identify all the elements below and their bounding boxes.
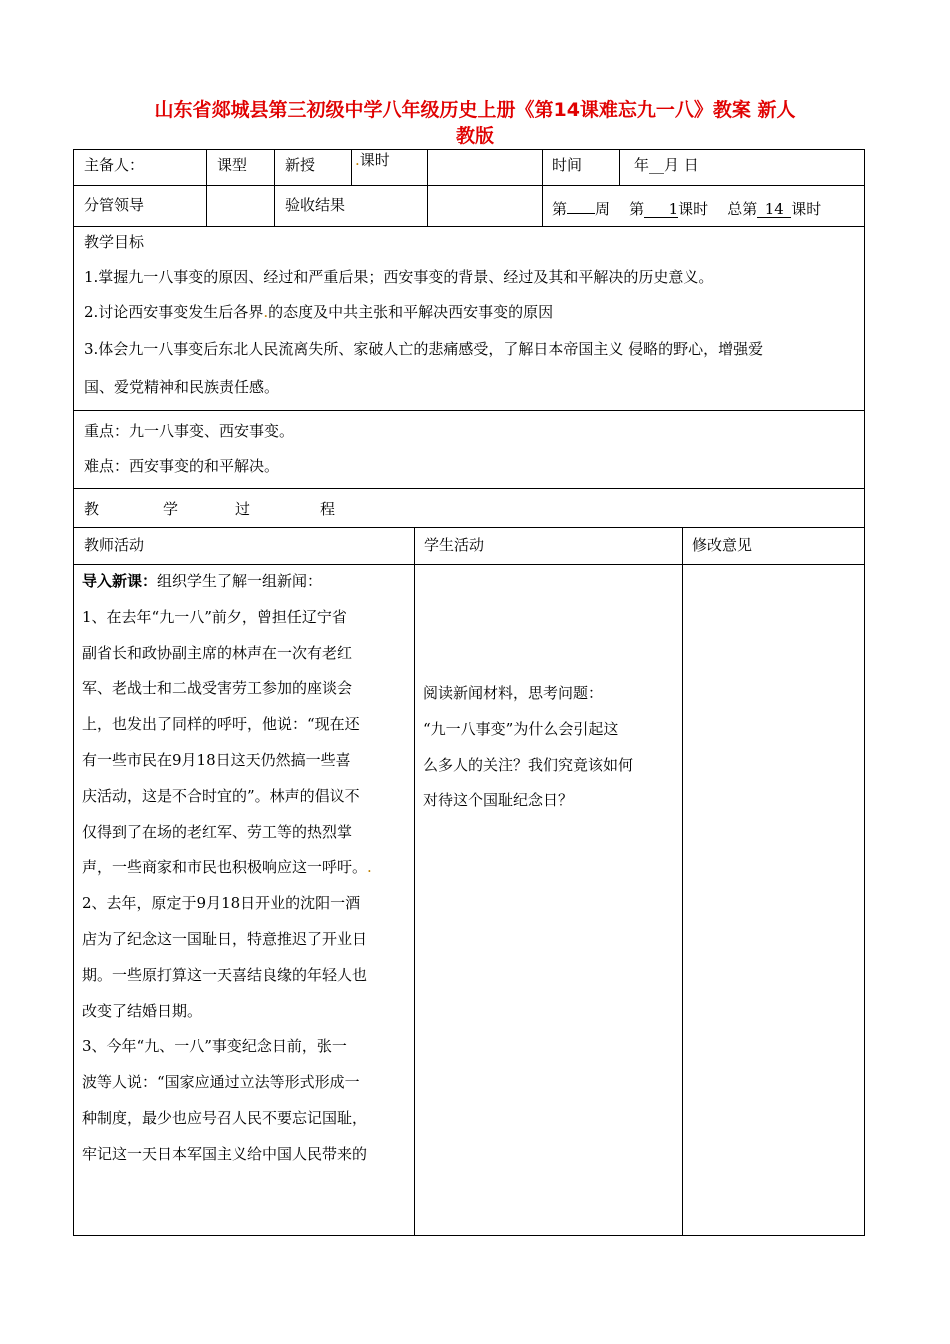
col-divider [542, 150, 543, 226]
week-info [552, 195, 821, 219]
total-prefix: 总第 [727, 200, 758, 218]
row-divider [74, 185, 864, 186]
col-divider [427, 150, 428, 226]
week-blank [567, 195, 595, 214]
teaching-process-row [74, 490, 866, 527]
focus-section [84, 414, 856, 484]
col-divider [682, 527, 683, 1235]
lesson-prefix: 第 [629, 200, 645, 218]
intro-rest: 组织学生了解一组新闻： [157, 572, 323, 590]
teacher-line: 军、老战士和二战受害劳工参加的座谈会 [82, 679, 353, 698]
teacher-line: 波等人说：“国家应通过立法等形式形成一 [82, 1073, 360, 1092]
process-char: 程 [320, 500, 336, 518]
student-line: 么多人的关注？我们究竟该如何 [423, 755, 634, 774]
difficulty: 难点：西安事变的和平解决。 [84, 457, 280, 475]
col-divider [206, 150, 207, 226]
teacher-activity-header: 教师活动 [84, 536, 145, 554]
process-char: 学 [163, 500, 179, 518]
teacher-line: 牢记这一天日本军国主义给中国人民带来的 [82, 1144, 368, 1163]
col-divider [619, 150, 620, 185]
teacher-line: 副省长和政协副主席的林声在一次有老红 [82, 643, 353, 662]
student-line: 阅读新闻材料，思考问题： [423, 684, 604, 702]
col-divider [351, 150, 352, 185]
mark-dot: . [367, 858, 372, 877]
teacher-line: 有一些市民在9月18日这天仍然搞一些喜 [82, 750, 351, 769]
teacher-line: 上，也发出了同样的呼吁，他说：“现在还 [82, 715, 360, 734]
teacher-activity-text [82, 564, 372, 1173]
total-suffix: 课时 [791, 200, 822, 218]
process-char: 过 [235, 500, 251, 518]
row-divider [74, 410, 864, 411]
row-divider [74, 226, 864, 227]
lesson-number: 1 [644, 199, 678, 218]
intro-line [82, 564, 372, 600]
intro-bold: 导入新课： [82, 572, 158, 590]
preparer-label: 主备人： [84, 156, 145, 174]
teacher-line: 2、去年，原定于9月18日开业的沈阳一酒 [82, 894, 361, 913]
supervisor-label: 分管领导 [84, 196, 145, 214]
teacher-line: 3、今年“九、一八”事变纪念日前，张一 [82, 1037, 347, 1056]
title-line-2: 教版 [455, 125, 494, 147]
objective-1: 1.掌握九一八事变的原因、经过和严重后果；西安事变的背景、经过及其和平解决的历史意义。 [84, 268, 714, 286]
process-char: 教 [84, 500, 100, 518]
lesson-type-value: 新授 [285, 156, 316, 174]
objective-3-line-2: 国、爱党精神和民族责任感。 [84, 378, 280, 396]
teacher-line: 改变了结婚日期。 [82, 1001, 203, 1020]
document-title [80, 97, 870, 149]
hours-label [355, 150, 390, 170]
total-number: 14 [757, 199, 791, 218]
teacher-line-with-mark [82, 850, 372, 886]
title-line-1: 山东省郯城县第三初级中学八年级历史上册《第14课难忘九一八》教案 新人 [154, 99, 796, 121]
teacher-line: 1、在去年“九一八”前夕，曾担任辽宁省 [82, 607, 347, 626]
student-line: 对待这个国耻纪念日？ [423, 791, 574, 810]
student-activity-header: 学生活动 [424, 536, 485, 554]
hours-label-text: 课时 [359, 151, 390, 169]
col-divider [414, 527, 415, 1235]
lesson-plan-table [73, 149, 865, 1236]
teacher-line: 期。一些原打算这一天喜结良缘的年轻人也 [82, 965, 368, 984]
objectives-list [84, 260, 856, 406]
teacher-line: 仅得到了在场的老红军、劳工等的热烈掌 [82, 822, 353, 841]
teacher-line: 庆活动，这是不合时宜的”。林声的倡议不 [82, 786, 360, 805]
lesson-suffix: 课时 [678, 200, 709, 218]
objective-3-line-1: 3.体会九一八事变后东北人民流离失所、家破人亡的悲痛感受，了解日本帝国主义 侵略的野心，增强爱 [84, 340, 764, 358]
col-divider [274, 150, 275, 226]
mark-dot: . [355, 151, 360, 169]
mark-dot: . [263, 303, 269, 321]
teacher-line: 声，一些商家和市民也积极响应这一呼吁。 [82, 858, 368, 877]
objectives-heading: 教学目标 [84, 233, 145, 251]
teacher-line: 店为了纪念这一国耻日，特意推迟了开业日 [82, 929, 368, 948]
student-line: “九一八事变”为什么会引起这 [423, 719, 619, 738]
lesson-type-label: 课型 [217, 156, 248, 174]
week-suffix: 周 [595, 200, 611, 218]
student-activity-text [423, 676, 633, 819]
acceptance-label: 验收结果 [285, 196, 346, 214]
objective-2: 2.讨论西安事变发生后各界.的态度及中共主张和平解决西安事变的原因 [84, 303, 554, 321]
week-prefix: 第 [552, 200, 568, 218]
row-divider [74, 488, 864, 489]
teacher-line: 种制度，最少也应号召人民不要忘记国耻， [82, 1108, 368, 1127]
revision-header: 修改意见 [692, 536, 753, 554]
time-label: 时间 [552, 156, 583, 174]
key-point: 重点：九一八事变、西安事变。 [84, 422, 295, 440]
date-text: 年__月 日 [634, 156, 699, 174]
